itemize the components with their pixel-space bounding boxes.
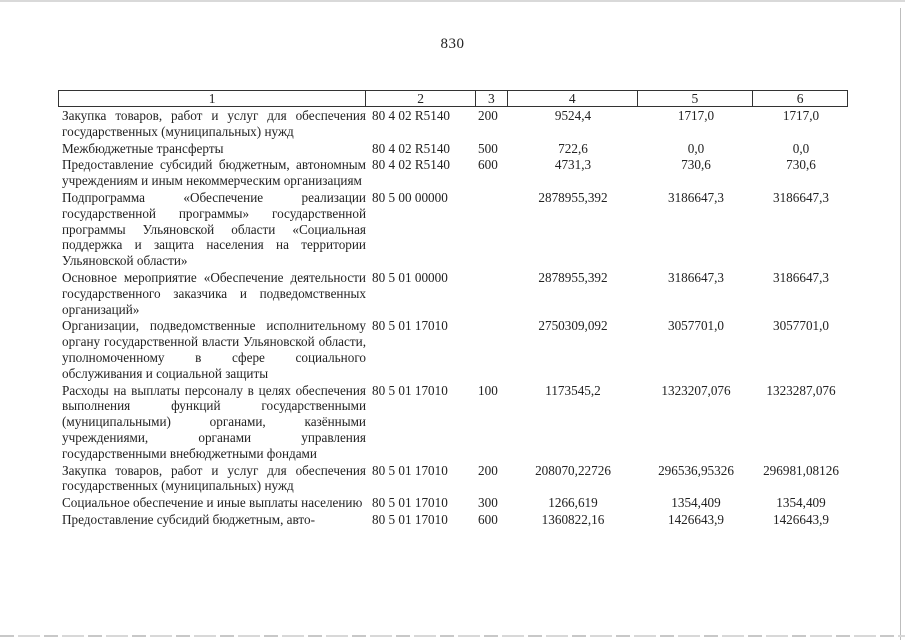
row-value-5: 296536,95326	[658, 462, 734, 478]
row-code: 80 5 01 17010	[372, 318, 448, 334]
row-value-6: 1323287,076	[766, 382, 836, 398]
row-value-6: 296981,08126	[763, 462, 839, 478]
row-type: 300	[478, 495, 498, 511]
table-row	[58, 383, 848, 462]
row-value-6: 3186647,3	[772, 269, 830, 285]
row-value-4: 9524,4	[554, 108, 592, 123]
row-name: Предоставление субсидий бюджетным, авто-	[62, 511, 315, 527]
row-code: 80 5 01 17010	[372, 511, 448, 527]
row-code: 80 5 01 17010	[372, 495, 448, 511]
row-value-6: 3186647,3	[772, 189, 830, 205]
table-row	[58, 108, 848, 140]
table-row	[58, 512, 848, 528]
row-value-4: 4731,3	[554, 157, 592, 173]
row-value-6: 730,6	[786, 157, 816, 173]
row-type: 200	[478, 108, 498, 123]
page-number: 830	[440, 36, 465, 52]
table-header	[58, 90, 848, 107]
header-col-4: 4	[508, 91, 638, 106]
row-value-5: 730,6	[681, 157, 711, 173]
row-value-5: 1717,0	[677, 108, 715, 123]
table-row	[58, 270, 848, 317]
row-value-6: 3057701,0	[772, 318, 830, 334]
table-row	[58, 318, 848, 381]
row-name: Организации, подведомственные исполнительному органу государственной власти Ульяновской области, уполномоченному в сфере социального обслуживания и социальной защиты	[62, 318, 366, 381]
row-name: Закупка товаров, работ и услуг для обеспечения государственных (муниципальных) нужд	[62, 462, 366, 494]
scan-edge-top	[0, 0, 905, 2]
row-type: 200	[478, 462, 498, 478]
row-name: Межбюджетные трансферты	[62, 140, 224, 156]
row-code: 80 4 02 R5140	[372, 108, 451, 123]
table-row	[58, 157, 848, 189]
row-code: 80 5 01 17010	[372, 462, 448, 478]
row-name: Предоставление субсидий бюджетным, автономным учреждениям и иным некоммерческим организациям	[62, 157, 366, 189]
row-type	[476, 318, 508, 381]
row-value-5: 3186647,3	[667, 189, 725, 205]
row-value-4: 1173545,2	[545, 382, 601, 398]
header-col-5: 5	[638, 91, 754, 106]
row-code: 80 5 00 00000	[372, 189, 448, 205]
row-code: 80 4 02 R5140	[372, 157, 451, 173]
row-name: Основное мероприятие «Обеспечение деятельности государственного заказчика и подведомственных организаций»	[62, 269, 366, 317]
header-col-2: 2	[366, 91, 476, 106]
row-value-5: 3057701,0	[667, 318, 725, 334]
table-row	[58, 495, 848, 511]
row-name: Закупка товаров, работ и услуг для обеспечения государственных (муниципальных) нужд	[62, 108, 366, 139]
row-type: 600	[478, 157, 498, 173]
row-name: Социальное обеспечение и иные выплаты населению	[62, 495, 363, 511]
row-type	[476, 190, 508, 269]
row-value-4: 2878955,392	[538, 189, 608, 205]
table-row	[58, 141, 848, 157]
row-type: 100	[478, 382, 498, 398]
row-value-5: 1426643,9	[667, 511, 725, 527]
row-value-4: 1360822,16	[541, 511, 605, 527]
row-type: 500	[478, 140, 498, 156]
header-col-1: 1	[59, 91, 366, 106]
table-row	[58, 190, 848, 269]
row-code: 80 5 01 00000	[372, 269, 448, 285]
row-value-4: 722,6	[558, 140, 588, 156]
row-value-4: 2750309,092	[538, 318, 608, 334]
row-code: 80 5 01 17010	[372, 382, 448, 398]
table-body	[58, 108, 848, 529]
row-value-6: 1354,409	[776, 495, 826, 511]
row-value-4: 208070,22726	[535, 462, 611, 478]
row-type	[476, 270, 508, 317]
row-type: 600	[478, 511, 498, 527]
row-value-5: 1323207,076	[661, 382, 731, 398]
row-value-5: 0,0	[687, 140, 705, 156]
header-col-6: 6	[796, 91, 804, 106]
row-code: 80 4 02 R5140	[372, 140, 451, 156]
row-name: Расходы на выплаты персоналу в целях обеспечения выполнения функций государственными (муниципальными) органами, казёнными учреждениями, органами управления государственными внебюджетными фондами	[62, 382, 366, 461]
row-value-4: 2878955,392	[538, 269, 608, 285]
table-row	[58, 463, 848, 495]
scan-edge-right	[900, 8, 901, 640]
scan-edge-bottom	[0, 635, 905, 637]
row-value-6: 1426643,9	[772, 511, 830, 527]
row-value-6: 1717,0	[782, 108, 820, 123]
header-col-3: 3	[476, 91, 508, 106]
row-value-5: 3186647,3	[667, 269, 725, 285]
row-name: Подпрограмма «Обеспечение реализации государственной программы» государственной программы Ульяновской области «Социальная поддержка и защита населения на территории Ульяновской области»	[62, 189, 366, 269]
row-value-5: 1354,409	[671, 495, 721, 511]
row-value-4: 1266,619	[548, 495, 598, 511]
row-value-6: 0,0	[792, 140, 810, 156]
